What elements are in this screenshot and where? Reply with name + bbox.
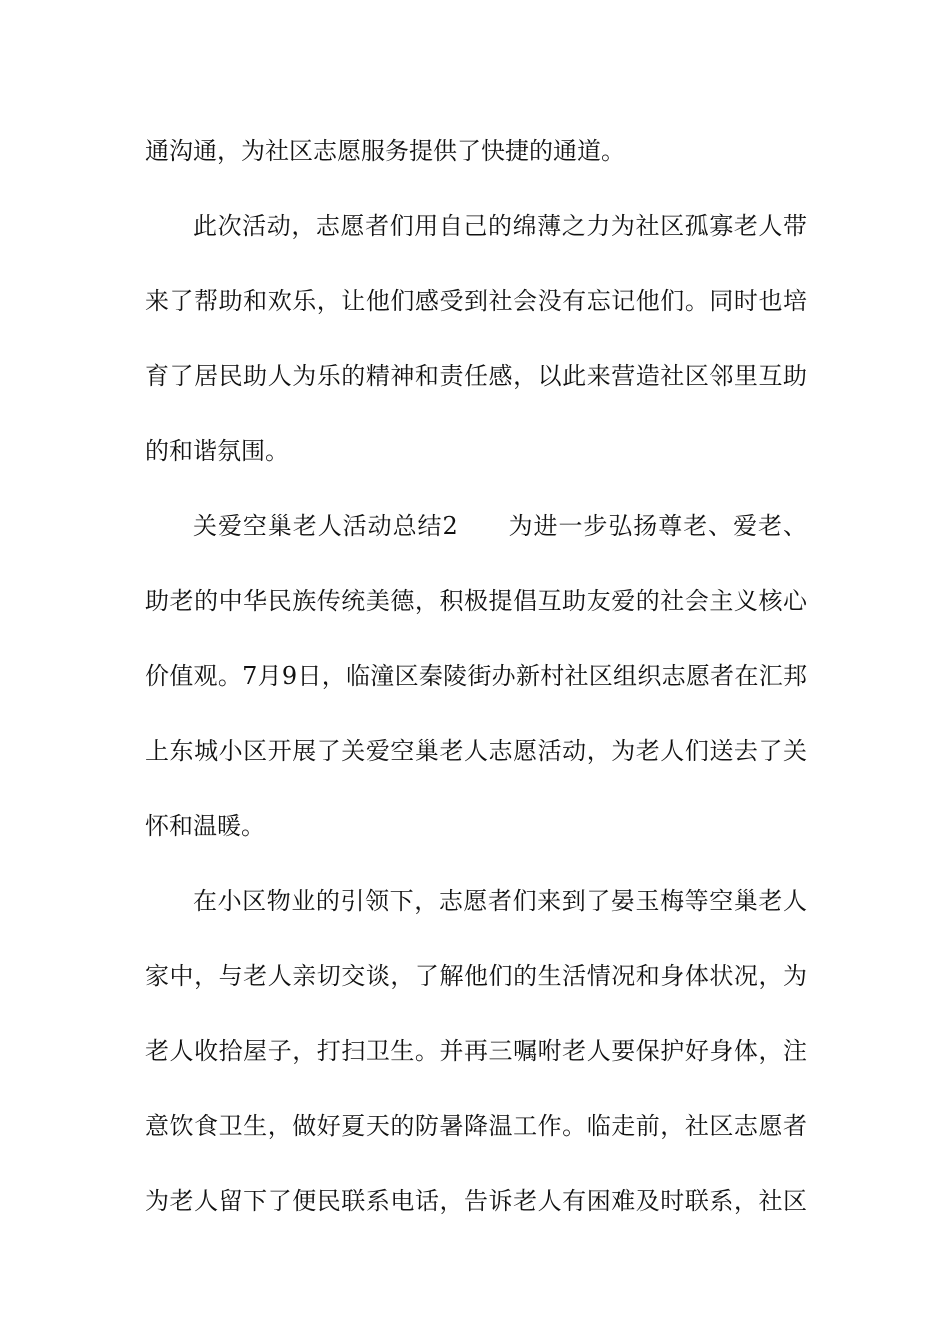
text-line: 的和谐氛围。 [145, 437, 289, 465]
text-line: 家中，与老人亲切交谈，了解他们的生活情况和身体状况，为 [145, 962, 807, 990]
text-line: 来了帮助和欢乐，让他们感受到社会没有忘记他们。同时也培 [145, 287, 807, 315]
text-line: 怀和温暖。 [145, 812, 265, 840]
text-line: 为老人留下了便民联系电话，告诉老人有困难及时联系，社区 [145, 1187, 807, 1215]
text-line: 通沟通，为社区志愿服务提供了快捷的通道。 [145, 137, 625, 165]
text-line: 育了居民助人为乐的精神和责任感，以此来营造社区邻里互助 [145, 362, 807, 390]
text-line: 价值观。7月9日，临潼区秦陵街办新村社区组织志愿者在汇邦 [145, 662, 807, 690]
paragraph-start-line: 此次活动，志愿者们用自己的绵薄之力为社区孤寡老人带 [193, 212, 807, 240]
text-line: 老人收拾屋子，打扫卫生。并再三嘱咐老人要保护好身体，注 [145, 1037, 807, 1065]
text-line: 意饮食卫生，做好夏天的防暑降温工作。临走前，社区志愿者 [145, 1112, 807, 1140]
section-heading-line: 关爱空巢老人活动总结2 为进一步弘扬尊老、爱老、 [193, 512, 807, 540]
text-line: 助老的中华民族传统美德，积极提倡互助友爱的社会主义核心 [145, 587, 807, 615]
text-line: 上东城小区开展了关爱空巢老人志愿活动，为老人们送去了关 [145, 737, 807, 765]
paragraph-start-line: 在小区物业的引领下，志愿者们来到了晏玉梅等空巢老人 [193, 887, 807, 915]
